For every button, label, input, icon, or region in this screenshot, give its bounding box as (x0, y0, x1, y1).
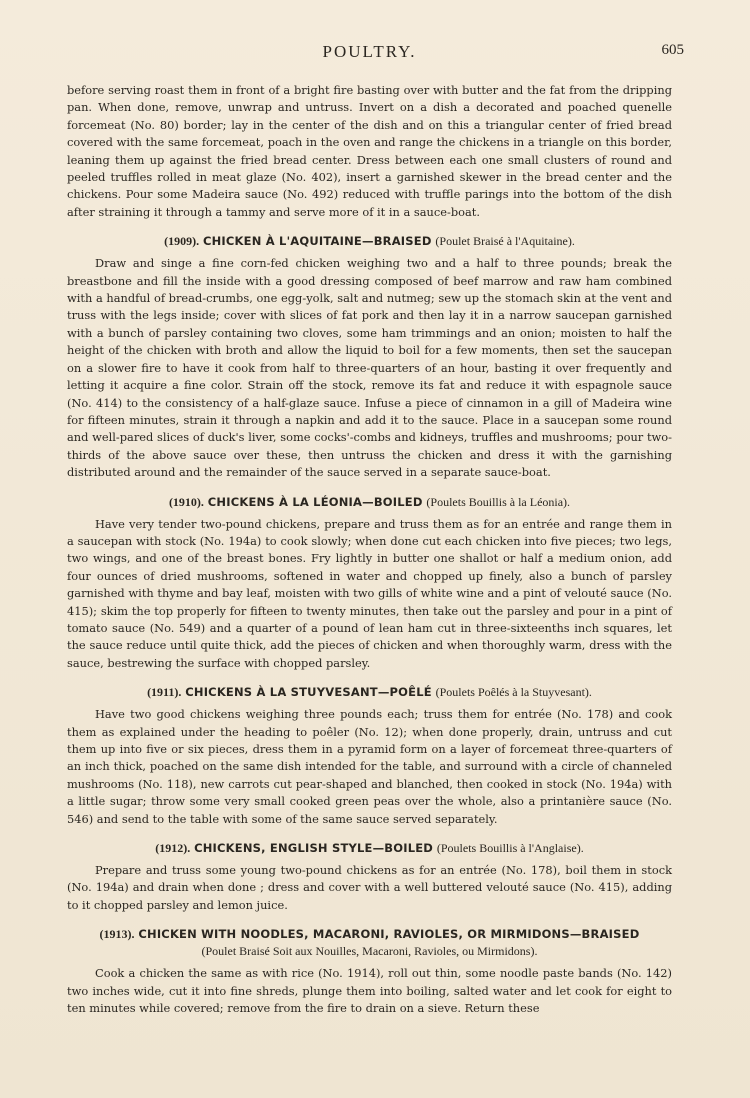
recipe-french-title: (Poulet Braisé à l'Aquitaine). (435, 234, 575, 249)
recipe-number: (1910). (168, 494, 204, 509)
recipe-title: CHICKENS À LA STUYVESANT—POÊLÉ (185, 685, 432, 700)
recipe-body-1913: Cook a chicken the same as with rice (No. 1914), roll out thin, some noodle paste bands (No. 142) two inches wide, cut it into fine shreds, plunge them into boiling, salted water and let cook for eight to ten minutes while covered; remove from the fire to drain on a sieve. Return these (67, 966, 672, 1016)
recipe-heading-1910 (67, 494, 672, 511)
running-head (67, 38, 684, 68)
recipe-title: CHICKENS À LA LÉONIA—BOILED (207, 494, 423, 509)
page-content (67, 82, 672, 1017)
recipe-heading-1911 (67, 684, 672, 701)
recipe-title: CHICKENS, ENGLISH STYLE—BOILED (194, 841, 434, 856)
recipe-title: CHICKEN À L'AQUITAINE—BRAISED (202, 234, 432, 249)
recipe-heading-1912 (67, 840, 672, 857)
recipe-french-title: (Poulets Poêlés à la Stuyvesant). (435, 685, 592, 700)
recipe-heading-1913 (67, 926, 672, 960)
recipe-body-1911: Have two good chickens weighing three pounds each; truss them for entrée (No. 178) and cook them as explained under the heading to poêler (No. 12); when done properly, drain, untruss and cut them up into five or six pieces, dress them in a pyramid form on a layer of forcemeat three-quarters of an inch thick, poached on the same dish intended for the table, and surround with a circle of channeled mushrooms (No. 118), new carrots cut pear-shaped and blanched, then cooked in stock (No. 194a) with a little sugar; throw some very small cooked green peas over the whole, also a printanière sauce (No. 546) and send to the table with some of the same sauce served separately. (67, 707, 672, 826)
recipe-body-1910: Have very tender two-pound chickens, prepare and truss them as for an entrée and range them in a saucepan with stock (No. 194a) to cook slowly; when done cut each chicken into five pieces; two legs, two wings, and one of the breast bones. Fry lightly in butter one shallot or half a medium onion, add four ounces of dried mushrooms, softened in water and chopped up finely, also a bunch of parsley garnished with thyme and bay leaf, moisten with two gills of white wine and a pint of velouté sauce (No. 415); skim the top properly for fifteen to twenty minutes, then take out the parsley and pour in a pint of tomato sauce (No. 549) and a quarter of a pound of lean ham cut in three-sixteenths inch squares, let the sauce reduce until quite thick, add the pieces of chicken and when thoroughly warm, dress with the sauce, bestrewing the surface with chopped parsley. (67, 516, 672, 670)
recipe-number: (1909). (164, 234, 200, 249)
recipe-number: (1911). (147, 685, 182, 700)
recipe-number: (1913). (99, 927, 135, 942)
recipe-number: (1912). (155, 841, 191, 856)
recipe-body-1912: Prepare and truss some young two-pound chickens as for an entrée (No. 178), boil them in stock (No. 194a) and drain when done ; dress and cover with a well buttered velouté sauce (No. 415), adding to it chopped parsley and lemon juice. (67, 863, 672, 912)
recipe-french-title: (Poulet Braisé Soit aux Nouilles, Macaroni, Ravioles, ou Mirmidons). (201, 944, 538, 959)
running-title: POULTRY. (322, 42, 417, 61)
recipe-french-title: (Poulets Bouillis à la Léonia). (426, 494, 571, 509)
page-number: 605 (661, 42, 684, 58)
recipe-heading-1909 (67, 233, 672, 250)
recipe-french-title: (Poulets Bouillis à l'Anglaise). (436, 841, 584, 856)
recipe-title: CHICKEN WITH NOODLES, MACARONI, RAVIOLES, OR MIRMIDONS—BRAISED (138, 927, 640, 942)
intro-paragraph: before serving roast them in front of a bright fire basting over with butter and the fat from the dripping pan. When done, remove, unwrap and untruss. Invert on a dish a decorated and poached quenelle forcemeat (No. 80) border; lay in the center of the dish and on this a triangular center of fried bread covered with the same forcemeat, poach in the oven and range the chickens in a triangle on this border, leaning them up against the fried bread center. Dress between each one small clusters of round and peeled truffles rolled in meat glaze (No. 402), insert a garnished skewer in the bread center and the chickens. Pour some Madeira sauce (No. 492) reduced with truffle parings into the bottom of the dish after straining it through a tammy and serve more of it in a sauce-boat. (67, 83, 672, 219)
recipe-body-1909: Draw and singe a fine corn-fed chicken weighing two and a half to three pounds; break the breastbone and fill the inside with a good dressing composed of beef marrow and raw ham combined with a handful of bread-crumbs, one egg-yolk, salt and nutmeg; sew up the stomach skin at the vent and truss with the legs inside; cover with slices of fat pork and then lay it in a narrow saucepan garnished with a bunch of parsley containing two cloves, some ham trimmings and an onion; moisten to half the height of the chicken with broth and allow the liquid to boil for a few moments, then set the saucepan on a slower fire to have it cook from half to three-quarters of an hour, basting it over frequently and letting it acquire a fine color. Strain off the stock, remove its fat and reduce it with espagnole sauce (No. 414) to the consistency of a half-glaze sauce. Infuse a piece of cinnamon in a gill of Madeira wine for fifteen minutes, strain it through a napkin and add it to the sauce. Place in a saucepan some round and well-pared slices of duck's liver, some cocks'-combs and kidneys, truffles and mushrooms; pour two-thirds of the above sauce over these, then untruss the chicken and dress it with the garnishing distributed around and the remainder of the sauce served in a separate sauce-boat. (67, 256, 672, 480)
